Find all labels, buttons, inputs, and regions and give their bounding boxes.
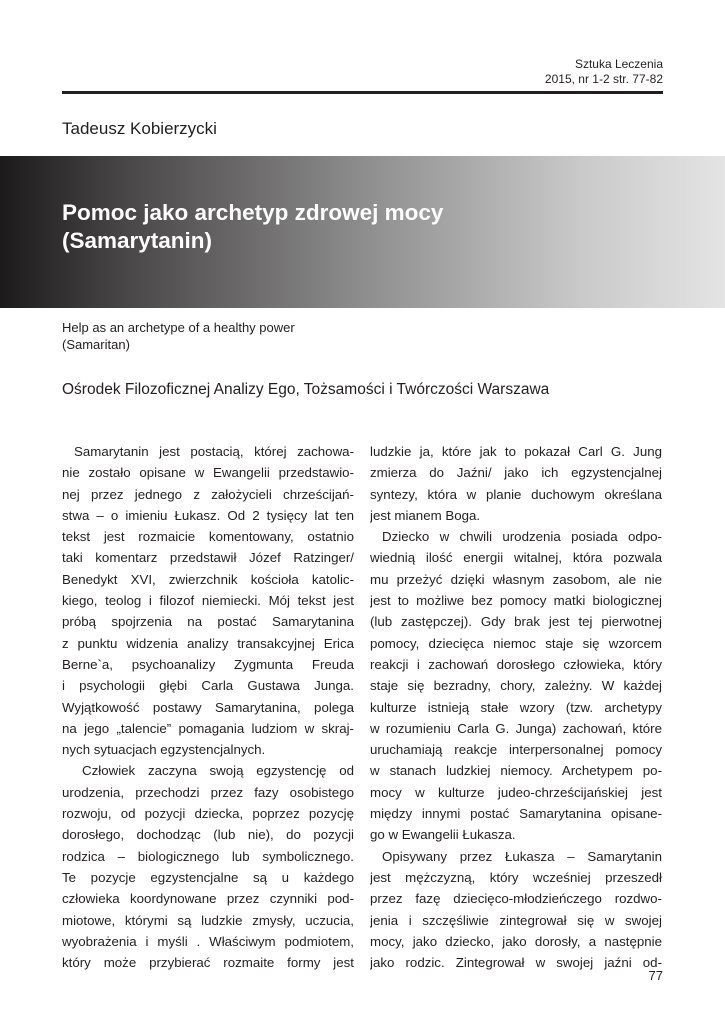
journal-name: Sztuka Leczenia [574, 57, 663, 71]
text-line: Berne`a, psychoanalizy Zygmunta Freuda [62, 656, 354, 672]
text-line: z punktu widzenia analizy transakcyjnej Erica [62, 635, 354, 651]
title-line: (Samarytanin) [62, 228, 213, 253]
text-line: Człowiek zaczyna swoją egzystencję od [82, 763, 354, 779]
text-line: Wyjątkowość postawy Samarytanina, polega [62, 699, 354, 715]
body-column-left [62, 441, 354, 973]
text-line: nych sytuacjach egzystencjalnych. [62, 742, 266, 758]
text-line: miotowe, którymi są ludzkie zmysły, uczucia, [62, 912, 354, 928]
body-column-right [370, 441, 662, 973]
text-line: (lub zastępczej). Gdy brak jest tej pierwotnej [370, 614, 662, 630]
english-title-line: (Samaritan) [62, 337, 130, 352]
text-line: Dziecko w chwili urodzenia posiada odpo- [382, 529, 662, 545]
text-line: mocy, jako dziecko, jako dorosły, a następnie [370, 933, 662, 949]
text-line: mocy w kulturze judeo-chrześcijańskiej jest [370, 784, 662, 800]
page-number: 77 [648, 968, 663, 983]
text-line: reakcji i zachowań dorosłego człowieka, który [370, 656, 662, 672]
text-line: Te pozycje egzystencjalne są u każdego [62, 869, 354, 885]
article-title [62, 199, 662, 255]
title-line: Pomoc jako archetyp zdrowej mocy [62, 200, 444, 225]
text-line: nie zostało opisane w Ewangelii przedstawio- [62, 465, 354, 481]
text-line: mu przeżyć dzięki własnym zasobom, ale nie [370, 571, 662, 587]
text-line: człowieka koordynowane przez czynniki pod- [62, 891, 354, 907]
text-line: kiego, teolog i filozof niemiecki. Mój tekst jest [62, 593, 354, 609]
text-line: zmierza do Jaźni/ jako ich egzystencjalnej [370, 465, 662, 481]
journal-info [545, 57, 663, 87]
text-line: jako rodzic. Zintegrował w swojej jaźni od- [370, 955, 662, 971]
text-line: pomocy, dziecięca niemoc staje się wzorcem [370, 635, 662, 651]
journal-issue: 2015, nr 1-2 str. 77-82 [544, 72, 663, 86]
text-line: tekst jest rozmaicie komentowany, ostatnio [62, 529, 354, 545]
affiliation: Ośrodek Filozoficznej Analizy Ego, Tożsamości i Twórczości Warszawa [62, 381, 550, 398]
text-line: wyobrażenia i myśli . Właściwym podmiotem, [62, 933, 354, 949]
text-line: jest mężczyzną, który wcześniej przeszedł [370, 869, 662, 885]
text-line: jest to możliwe bez pomocy matki biologicznej [370, 593, 662, 609]
text-line: wiednią ilość energii witalnej, która pozwala [370, 550, 662, 566]
text-line: na jego „talencie” pomagania ludziom w skraj- [62, 720, 354, 736]
text-line: staje się bezradny, chory, zależny. W każdej [370, 678, 662, 694]
header-rule [62, 91, 663, 94]
english-title [62, 319, 295, 353]
text-line: rodzica – biologicznego lub symbolicznego. [62, 848, 354, 864]
text-line: jest mianem Boga. [370, 507, 481, 523]
text-line: Samarytanin jest postacią, której zachowa- [74, 444, 354, 459]
text-line: Opisywany przez Łukasza – Samarytanin [382, 848, 662, 864]
text-line: Benedykt XVI, zwierzchnik kościoła katolic- [62, 571, 354, 587]
text-line: go w Ewangelii Łukasza. [370, 827, 516, 843]
text-line: dorosłego, dochodząc (lub nie), do pozycji [62, 827, 354, 843]
text-line: jenia i szczęśliwie zintegrował się w swojej [370, 912, 662, 928]
text-line: rozwoju, od pozycji dziecka, poprzez pozycję [62, 806, 354, 822]
text-line: nej przez jednego z założycieli chrześcijań- [62, 486, 354, 502]
text-line: próbą spojrzenia na postać Samarytanina [62, 614, 354, 630]
author-name: Tadeusz Kobierzycki [62, 119, 217, 138]
text-line: taki komentarz przedstawił Józef Ratzinger/ [62, 550, 354, 566]
text-line: w rozumieniu Carla G. Junga) zachowań, które [370, 720, 662, 736]
text-line: uruchamiają reakcje interpersonalnej pomocy [370, 742, 662, 758]
text-line: ludzkie ja, które jak to pokazał Carl G. Jung [370, 444, 662, 459]
text-line: przez fazę dziecięco-młodzieńczego rozdwo- [370, 891, 662, 907]
text-line: w stanach ludzkiej niemocy. Archetypem po- [370, 763, 662, 779]
text-line: urodzenia, przechodzi przez fazy osobistego [62, 784, 354, 800]
text-line: i psychologii głębi Carla Gustawa Junga. [62, 678, 354, 694]
text-line: który może przybierać rozmaite formy jest [62, 955, 354, 971]
text-line: kulturze istnieją stałe wzory (tzw. archetypy [370, 699, 662, 715]
text-line: stwa – o imieniu Łukasz. Od 2 tysięcy lat ten [62, 507, 354, 523]
english-title-line: Help as an archetype of a healthy power [62, 320, 295, 335]
text-line: między innymi postać Samarytanina opisane- [370, 806, 662, 822]
text-line: syntezy, która w planie duchowym określana [370, 486, 662, 502]
